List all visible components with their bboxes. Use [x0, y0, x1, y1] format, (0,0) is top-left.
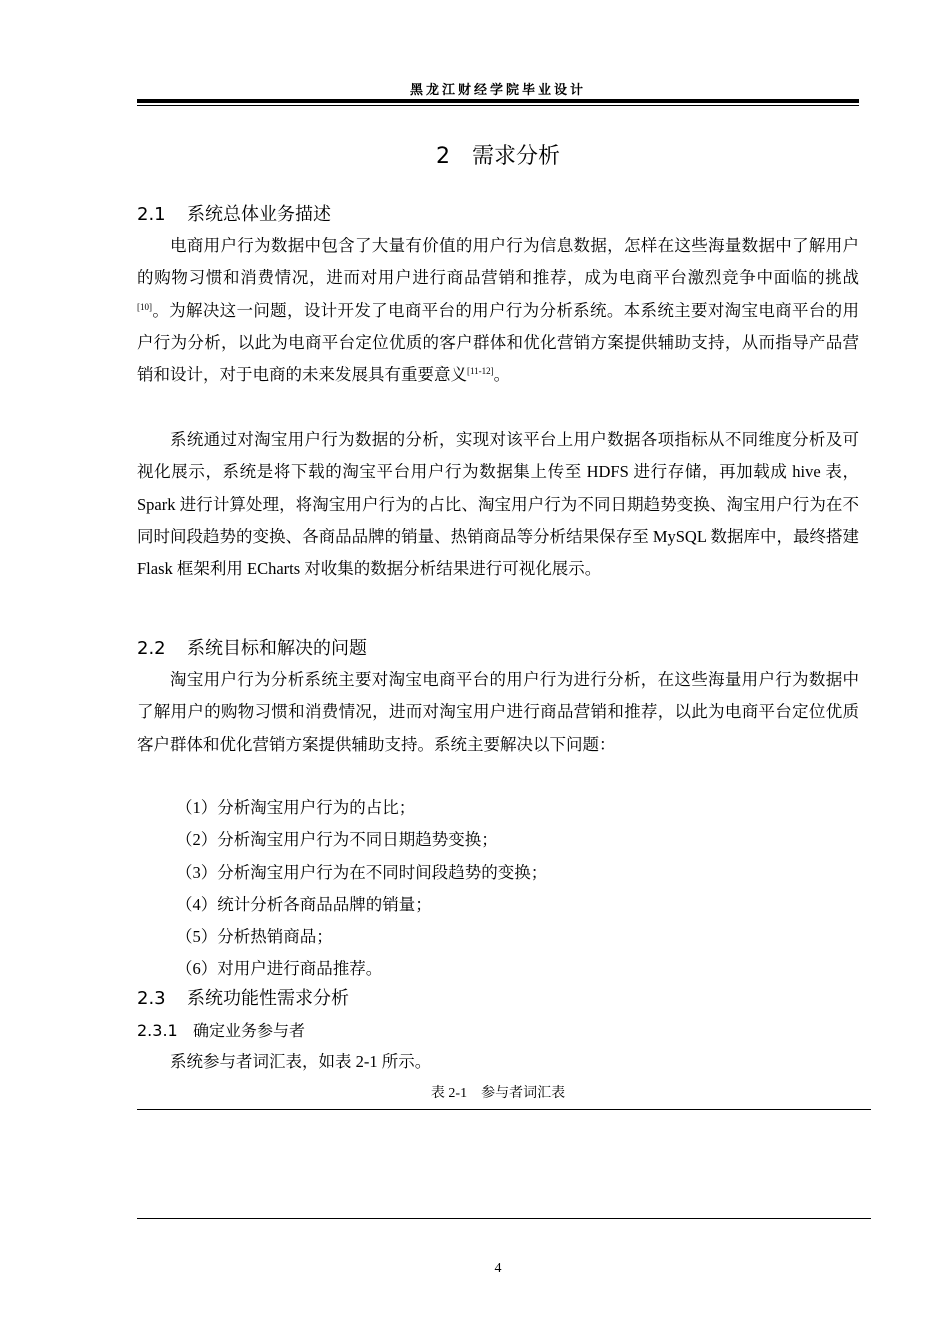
paragraph-text: 电商用户行为数据中包含了大量有价值的用户行为信息数据，怎样在这些海量数据中了解用户的购物习惯和消费情况，进而对用户进行商品营销和推荐，成为电商平台激烈竞争中面临的挑战 — [137, 236, 859, 288]
section-2-1-paragraph-2: 系统通过对淘宝用户行为数据的分析，实现对该平台上用户数据各项指标从不同维度分析及可视化展示，系统是将下载的淘宝平台用户行为数据集上传至 HDFS 进行存储，再加载成 hive 表，Spark 进行计算处理，将淘宝用户行为的占比、淘宝用户行为不同日期趋势变换、淘宝用户行为在不同时间段趋势的变换、各商品品牌的销量、热销商品等分析结果保存至 MySQL 数据库中，最终搭建 Flask 框架利用 ECharts 对收集的数据分析结果进行可视化展示。 — [137, 430, 859, 579]
list-item: （1）分析淘宝用户行为的占比； — [176, 798, 416, 817]
chapter-title-text: 需求分析 — [471, 144, 560, 169]
section-title: 系统目标和解决的问题 — [187, 638, 367, 659]
table-bottom-rule — [137, 1218, 871, 1219]
subsection-number: 2.3.1 — [137, 1021, 178, 1040]
section-2-3-heading — [137, 987, 349, 1011]
section-title: 系统功能性需求分析 — [187, 988, 349, 1009]
problem-list — [176, 792, 547, 986]
section-2-1-paragraph-1 — [137, 230, 859, 391]
paragraph-text: 。为解决这一问题，设计开发了电商平台的用户行为分析系统。本系统主要对淘宝电商平台的用户行为分析，以此为电商平台定位优质的客户群体和优化营销方案提供辅助支持，从而指导产品营销和设计，对于电商的未来发展具有重要意义 — [137, 300, 859, 385]
section-2-3-1-text: 系统参与者词汇表，如表 2-1 所示。 — [170, 1052, 432, 1071]
list-item: （3）分析淘宝用户行为在不同时间段趋势的变换； — [176, 862, 548, 882]
running-header: 黑龙江财经学院毕业设计 — [409, 82, 586, 97]
section-2-2-heading — [137, 637, 367, 661]
section-2-3-1-heading — [137, 1020, 305, 1042]
citation: [11-12] — [467, 366, 494, 377]
citation: [10] — [137, 301, 152, 312]
paragraph-text: 。 — [493, 365, 511, 385]
table-caption: 表 2-1 参与者词汇表 — [430, 1086, 566, 1101]
section-number: 2.1 — [137, 204, 166, 225]
list-item: （2）分析淘宝用户行为不同日期趋势变换； — [176, 830, 498, 850]
subsection-title: 确定业务参与者 — [193, 1021, 306, 1040]
list-item: （6）对用户进行商品推荐。 — [176, 959, 383, 979]
chapter-number: 2 — [435, 144, 450, 169]
chapter-title — [137, 142, 859, 172]
section-2-2-paragraph: 淘宝用户行为分析系统主要对淘宝电商平台的用户行为进行分析，在这些海量用户行为数据中了解用户的购物习惯和消费情况，进而对淘宝用户进行商品营销和推荐，以此为电商平台定位优质客户群体和优化营销方案提供辅助支持。系统主要解决以下问题： — [137, 670, 859, 754]
section-number: 2.2 — [137, 638, 166, 659]
section-title: 系统总体业务描述 — [187, 204, 331, 225]
section-2-1-heading — [137, 203, 331, 227]
list-item: （5）分析热销商品； — [176, 927, 333, 947]
header-rule-thick — [137, 99, 859, 103]
table-top-rule — [137, 1109, 871, 1110]
list-item: （4）统计分析各商品品牌的销量； — [176, 894, 432, 914]
header-rule-thin — [137, 105, 859, 106]
section-number: 2.3 — [137, 988, 166, 1009]
page-number: 4 — [494, 1261, 502, 1276]
